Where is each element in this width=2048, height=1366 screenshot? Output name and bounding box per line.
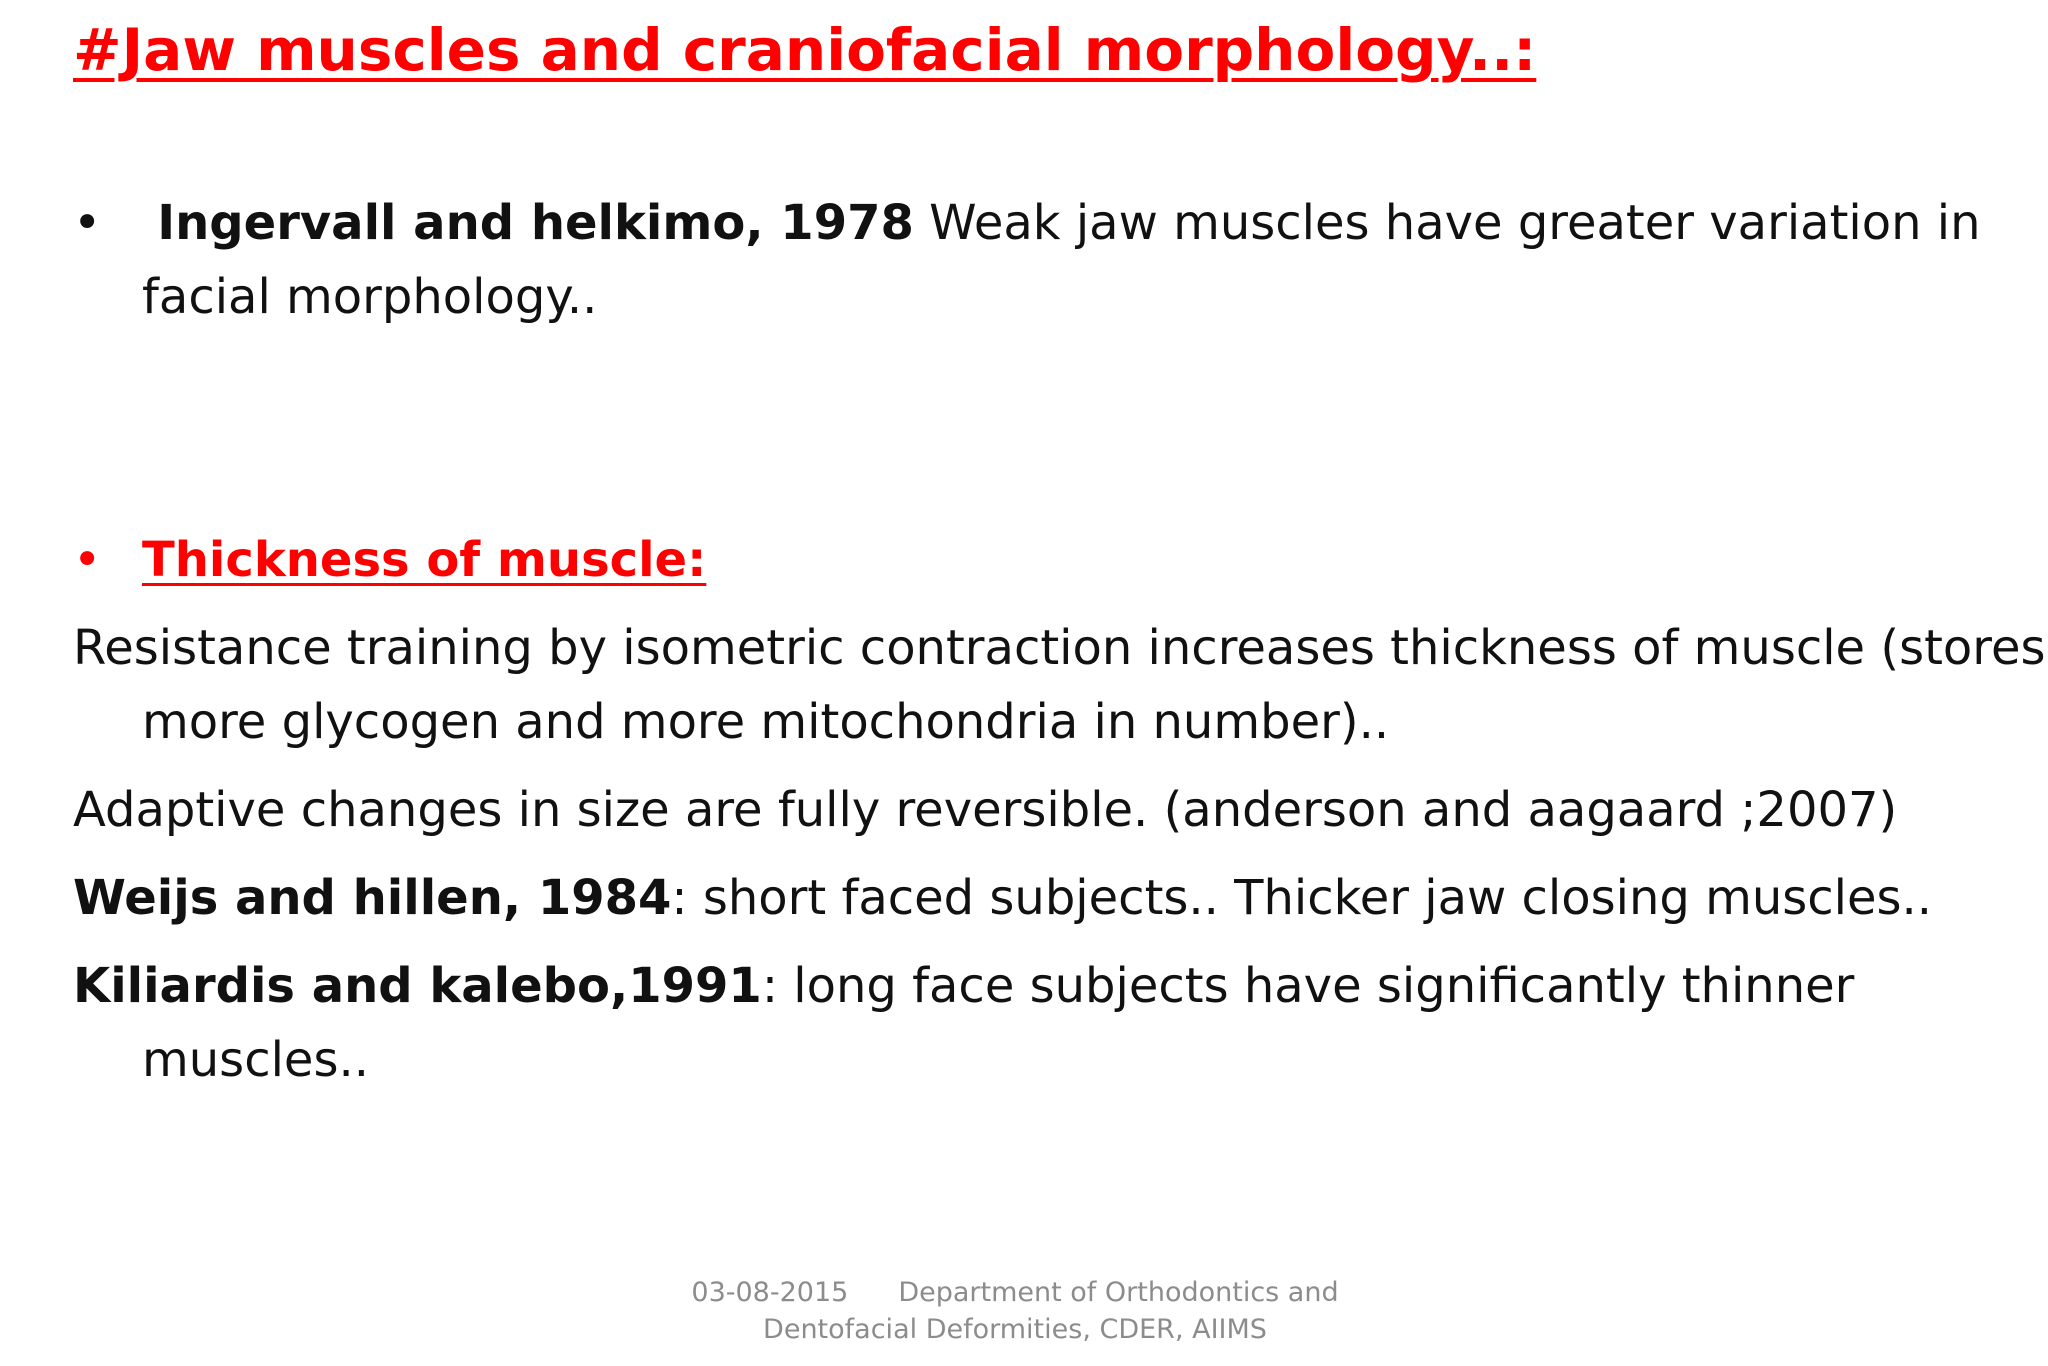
section-heading-thickness: Thickness of muscle: — [142, 532, 707, 588]
para-resistance-training: Resistance training by isometric contraction increases thickness of muscle (stores more glycogen and more mitochondria in number).. — [73, 620, 2046, 750]
para-kiliardis-text: : long face subjects have significantly thinner muscles.. — [142, 958, 1855, 1088]
bullet-marker: • — [73, 195, 102, 251]
citation-ingervall: Ingervall and helkimo, 1978 — [157, 195, 914, 251]
footer-line-1 — [600, 1274, 1430, 1311]
slide-footer — [600, 1274, 1430, 1348]
bullet-thickness — [73, 523, 2003, 597]
para-adaptive-changes: Adaptive changes in size are fully reversible. (anderson and aagaard ;2007) — [73, 782, 1898, 838]
bullet-row — [73, 186, 2003, 334]
para-kiliardis — [73, 949, 2048, 1097]
citation-kiliardis: Kiliardis and kalebo,1991 — [73, 958, 762, 1014]
footer-line-2: Dentofacial Deformities, CDER, AIIMS — [763, 1314, 1267, 1345]
bullet-marker: • — [73, 532, 102, 588]
footer-date: 03-08-2015 — [691, 1277, 849, 1308]
footer-department: Department of Orthodontics and — [898, 1277, 1339, 1308]
citation-weijs: Weijs and hillen, 1984 — [73, 870, 672, 926]
slide-title: #Jaw muscles and craniofacial morphology..: — [73, 16, 1537, 84]
bullet-ingervall-text: Weak jaw muscles have greater variation in facial morphology.. — [142, 195, 1981, 325]
para-weijs — [73, 861, 2048, 935]
bullet-ingervall — [73, 186, 2003, 334]
para-weijs-text: : short faced subjects.. Thicker jaw closing muscles.. — [671, 870, 1933, 926]
bullet-row — [73, 523, 2003, 597]
